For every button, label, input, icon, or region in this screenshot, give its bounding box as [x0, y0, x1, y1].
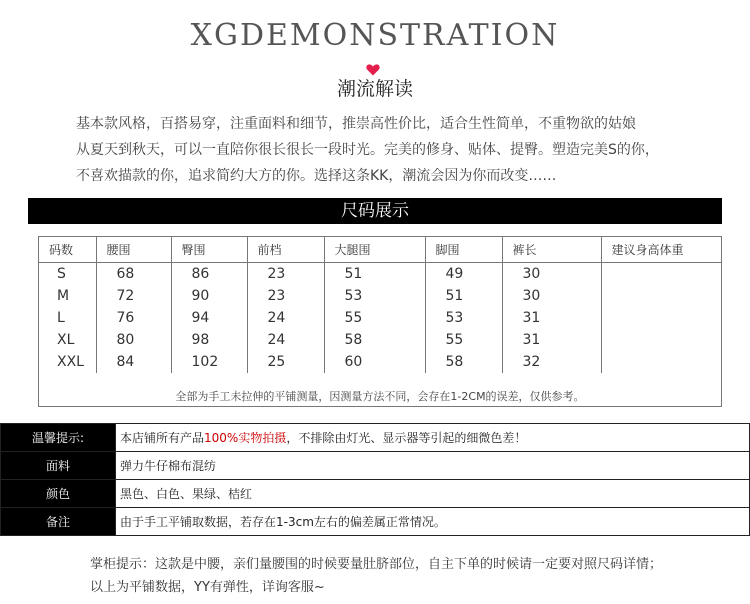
- column-header: 裤长: [502, 237, 601, 263]
- table-cell: 51: [425, 285, 502, 307]
- table-cell: [601, 263, 721, 286]
- table-cell: 80: [96, 329, 171, 351]
- table-cell: 60: [324, 351, 425, 373]
- table-cell: 49: [425, 263, 502, 286]
- table-row: [39, 285, 721, 307]
- table-cell: 72: [96, 285, 171, 307]
- info-label: 颜色: [1, 480, 116, 508]
- table-cell: 90: [171, 285, 247, 307]
- tips-line: 掌柜提示：这款是中腰，亲们量腰围的时候要量肚脐部位，自主下单的时候请一定要对照尺码详情；: [90, 557, 663, 572]
- tips-line: 以上为平铺数据，YY有弹性，详询客服~: [90, 580, 325, 595]
- table-cell: 23: [247, 285, 324, 307]
- intro-line: 从夏天到秋天，可以一直陪你很长很长一段时光。完美的修身、贴体、提臀。塑造完美S的你，: [76, 142, 659, 158]
- table-cell: 58: [324, 329, 425, 351]
- shopkeeper-tips: [90, 553, 710, 599]
- table-cell: 51: [324, 263, 425, 286]
- intro-text: [76, 111, 716, 189]
- table-cell: 31: [502, 329, 601, 351]
- column-header: 建议身高体重: [601, 237, 721, 263]
- info-value: 弹力牛仔棉布混纺: [116, 452, 750, 480]
- table-row: [39, 351, 721, 373]
- warm-tip-highlight: 100%实物拍摄: [204, 431, 287, 445]
- info-value: 由于手工平铺取数据，若存在1-3cm左右的偏差属正常情况。: [116, 508, 750, 536]
- column-header: 码数: [39, 237, 96, 263]
- size-table: [39, 237, 721, 373]
- column-header: 臀围: [171, 237, 247, 263]
- table-cell: 53: [324, 285, 425, 307]
- table-cell: 31: [502, 307, 601, 329]
- table-cell: [601, 351, 721, 373]
- table-row: [39, 263, 721, 286]
- product-info-table: [0, 423, 750, 536]
- subtitle: 潮流解读: [336, 78, 413, 100]
- table-cell: 30: [502, 263, 601, 286]
- table-row: [39, 329, 721, 351]
- info-row-remark: [1, 508, 750, 536]
- table-cell: L: [57, 310, 65, 326]
- table-cell: S: [57, 266, 66, 282]
- table-row: [39, 307, 721, 329]
- table-cell: 86: [171, 263, 247, 286]
- info-value: [116, 424, 750, 452]
- info-label: 温馨提示:: [1, 424, 116, 452]
- info-label: 备注: [1, 508, 116, 536]
- warm-tip-prefix: 本店铺所有产品: [120, 431, 205, 445]
- size-section-title: 尺码展示: [28, 198, 722, 224]
- info-row-color: [1, 480, 750, 508]
- table-cell: [601, 285, 721, 307]
- table-cell: 32: [502, 351, 601, 373]
- size-table-header: [39, 237, 721, 263]
- info-value: 黑色、白色、果绿、桔红: [116, 480, 750, 508]
- column-header: 大腿围: [324, 237, 425, 263]
- size-note: 全部为手工未拉伸的平铺测量，因测量方法不同，会存在1-2CM的误差，仅供参考。: [175, 390, 585, 403]
- size-chart: [38, 236, 722, 407]
- table-cell: 98: [171, 329, 247, 351]
- table-cell: 24: [247, 307, 324, 329]
- table-cell: XL: [57, 332, 75, 348]
- table-cell: 25: [247, 351, 324, 373]
- table-cell: 55: [425, 329, 502, 351]
- table-cell: 30: [502, 285, 601, 307]
- brand-title: XGDEMONSTRATION: [190, 18, 560, 53]
- column-header: 前档: [247, 237, 324, 263]
- table-cell: M: [57, 288, 70, 304]
- table-cell: XXL: [57, 354, 84, 370]
- table-cell: 55: [324, 307, 425, 329]
- intro-line: 基本款风格，百搭易穿，注重面料和细节，推崇高性价比，适合生性简单，不重物欲的姑娘: [76, 116, 636, 132]
- table-cell: 53: [425, 307, 502, 329]
- column-header: 腰围: [96, 237, 171, 263]
- table-cell: 94: [171, 307, 247, 329]
- info-row-warm-tip: [1, 424, 750, 452]
- info-label: 面料: [1, 452, 116, 480]
- table-cell: 76: [96, 307, 171, 329]
- table-cell: 24: [247, 329, 324, 351]
- table-cell: 102: [171, 351, 247, 373]
- table-cell: [601, 307, 721, 329]
- table-cell: [601, 329, 721, 351]
- warm-tip-suffix: ，不排除由灯光、显示器等引起的细微色差！: [286, 431, 527, 445]
- column-header: 脚围: [425, 237, 502, 263]
- table-cell: 68: [96, 263, 171, 286]
- info-row-fabric: [1, 452, 750, 480]
- intro-line: 不喜欢描款的你，追求简约大方的你。选择这条KK，潮流会因为你而改变……: [76, 168, 557, 184]
- table-cell: 58: [425, 351, 502, 373]
- table-cell: 84: [96, 351, 171, 373]
- table-cell: 23: [247, 263, 324, 286]
